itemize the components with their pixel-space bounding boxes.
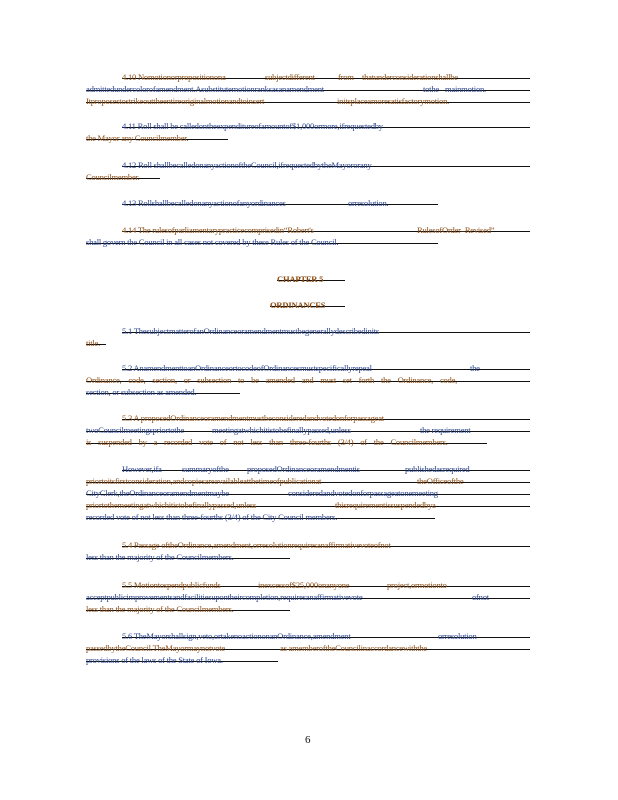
text-segment: orresolution (438, 631, 477, 641)
text-line (0, 237, 618, 248)
text-line (0, 425, 618, 436)
text-segment: 4.12 Roll shallbecalledonanyactionoftheCouncil,ifrequestedbytheMayororany (122, 160, 372, 170)
text-line (0, 96, 618, 107)
text-line (0, 643, 618, 654)
chapter-heading (0, 274, 618, 285)
text-line (0, 375, 618, 386)
text-segment: CHAPTER 5 (277, 274, 324, 284)
text-segment: the requirement (420, 425, 471, 435)
text-line (0, 84, 618, 95)
text-segment: priortoitsfirstconsideration,andcopiesareavailableatthetimeofpublicationat (86, 476, 322, 486)
text-line (0, 387, 618, 398)
text-segment: shall govern the Council in all cases not covered by these Rules of the Council. (86, 237, 339, 247)
text-segment: 4.11 Roll shall be calledontheexpenditureofamountof$1,000ormore,ifrequestedby (122, 121, 383, 131)
text-segment: passedbytheCouncil.TheMayormaynotvote (86, 643, 225, 653)
text-segment: mainmotion. (445, 84, 486, 94)
text-line (0, 604, 618, 615)
text-segment: meetingatwhichitistobefinallypassed,unless (212, 425, 351, 435)
text-line (0, 552, 618, 563)
text-segment: However,ifa (122, 464, 162, 474)
text-line (0, 172, 618, 183)
text-line (0, 338, 618, 349)
text-segment: less than the majority of the Councilmembers. (86, 604, 234, 614)
text-segment: 5.6 TheMayorshallsign,veto,ortakenoactiononanOrdinance,amendment (122, 631, 351, 641)
text-segment: 5.5 Motiontospendpublicfunds (122, 580, 221, 590)
text-segment: acceptpublicimprovementsandfacilitiesupontheircompletion,requiresanaffirmativevote (86, 592, 363, 602)
text-segment: the Mayor any Councilmember. (86, 133, 189, 143)
text-segment: RulesofOrder–Revised” (417, 225, 495, 235)
text-segment: thatunderconsiderationshallbe (362, 72, 458, 82)
text-segment: Councilmember. (86, 172, 140, 182)
text-line (0, 580, 618, 591)
text-segment: publishedasrequired (405, 464, 470, 474)
text-line (0, 592, 618, 603)
text-line (0, 655, 618, 666)
text-line (0, 488, 618, 499)
text-line (0, 160, 618, 171)
text-line (0, 437, 618, 448)
text-segment: theOfficeofthe (417, 476, 464, 486)
text-line (0, 225, 618, 236)
text-segment: CityClerk,theOrdinanceoramendmentmaybe (86, 488, 229, 498)
text-segment: thisrequirementissuspendedbya (335, 500, 436, 510)
text-segment: Ordinance, code, section, or subsection to be amended and must set forth the Ordinance, code, (86, 375, 458, 385)
text-segment: orresolution. (348, 198, 389, 208)
text-segment: admittedundercolorofamendment.Asubstitutemotionranksasanamendment (86, 84, 324, 94)
text-line (0, 72, 618, 83)
text-segment: ofnot (472, 592, 489, 602)
text-segment: is suspended by a recorded vote of not less than three-fourths (3/4) of the Councilmembers. (86, 437, 448, 447)
text-segment: 5.3 A proposedOrdinanceoramendmentmustbeconsideredandvotedonforpassageat (122, 413, 384, 423)
text-segment: twoCouncilmeetingspriortothe (86, 425, 185, 435)
text-line (0, 631, 618, 642)
text-segment: Itproposestostrikeouttheentireoriginalmotionandtoinsert (86, 96, 265, 106)
text-line (0, 363, 618, 374)
text-segment: 4.14 The rulesofparliamentarypracticecomprisedin“Robert's (122, 225, 314, 235)
text-line (0, 121, 618, 132)
text-line (0, 413, 618, 424)
text-segment: 5.4 Passage oftheOrdinance,amendment,orresolutionrequiresanaffirmativevoteofnot (122, 540, 391, 550)
text-segment: recorded vote of not less than three-fourths (3/4) of the City Council members. (86, 512, 338, 522)
text-line (0, 540, 618, 551)
text-line (0, 500, 618, 511)
text-line (0, 326, 618, 337)
text-segment: subjectdifferent (265, 72, 315, 82)
text-segment: as amemberoftheCouncilinaccordancewiththe (280, 643, 427, 653)
text-segment: section, or subsection as amended. (86, 387, 197, 397)
text-segment: consideredandvotedonforpassageatonemeeting (288, 488, 438, 498)
text-segment: 5.2 AnamendmenttoanOrdinanceortocodeofOrdinancesmustspecificallyrepeal (122, 363, 372, 373)
text-segment: proposedOrdinanceoramendmentis (247, 464, 360, 474)
text-line (0, 512, 618, 523)
text-segment: less than the majority of the Councilmembers. (86, 552, 234, 562)
text-line (0, 476, 618, 487)
text-segment: summaryofthe (182, 464, 229, 474)
text-segment: provisions of the laws of the State of Iowa. (86, 655, 223, 665)
text-line (0, 464, 618, 475)
text-segment: 5.1 ThesubjectmatterofanOrdinanceoramendmentmustbegenerallydescribedinits (122, 326, 379, 336)
text-segment: inexcessof$25,000onanyone (258, 580, 350, 590)
text-segment: title. (86, 338, 101, 348)
text-segment: 4.13 Rollshallbecalledonanyactionofanyordinances (122, 198, 286, 208)
text-segment: 4.10 Nomotionorpropositionona (122, 72, 226, 82)
text-segment: initsplaceamoresatisfactorymotion. (337, 96, 450, 106)
text-line (0, 198, 618, 209)
text-segment: from (338, 72, 354, 82)
text-segment: project,ormotionto (387, 580, 447, 590)
text-segment: tothe (423, 84, 439, 94)
text-line (0, 133, 618, 144)
text-segment: ORDINANCES (270, 300, 326, 310)
chapter-heading (0, 300, 618, 311)
text-segment: priortothemeetingatwhichitistobefinallypassed,unless (86, 500, 257, 510)
page-number: 6 (305, 734, 311, 746)
text-segment: the (470, 363, 480, 373)
